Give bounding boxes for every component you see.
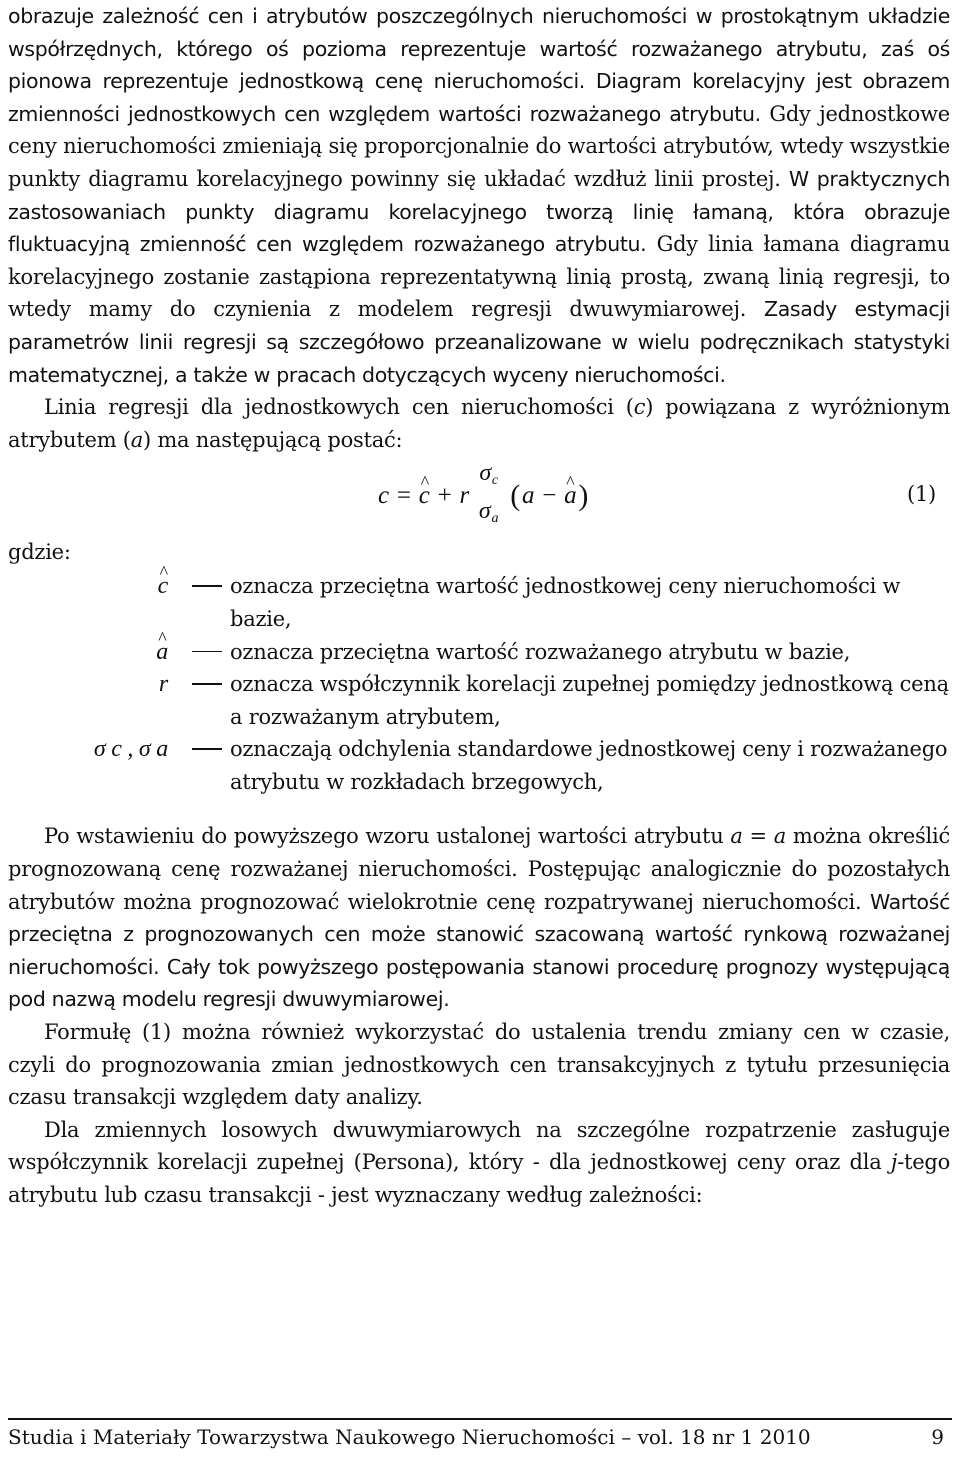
definitions-list <box>8 570 950 798</box>
definition-item: σ c , σ a oznaczają odchylenia standardowe jednostkowej ceny i rozważanego atrybutu w rozkładach brzegowych, <box>93 736 948 794</box>
paragraph-intro: obrazuje zależność cen i atrybutów poszczególnych nieruchomości w prostokątnym układzie współrzędnych, którego oś pozioma reprezentuje wartość rozważanego atrybutu, zaś oś pionowa reprezentuje jednostkową cenę nieruchomości. Diagram korelacyjny jest obrazem zmienności jednostkowych cen względem wartości rozważanego atrybutu. Gdy jednostkowe ceny nieruchomości zmieniają się proporcjonalnie do wartości atrybutów, wtedy wszystkie punkty diagramu korelacyjnego powinny się układać wzdłuż linii prostej. W praktycznych zastosowaniach punkty diagramu korelacyjnego tworzą linię łamaną, która obrazuje fluktuacyjną zmienność cen względem rozważanego atrybutu. Gdy linia łamana diagramu korelacyjnego zostanie zastąpiona reprezentatywną linią prostą, zwaną linią regresji, to wtedy mamy do czynienia z modelem regresji dwuwymiarowej. Zasady estymacji parametrów linii regresji są szczegółowo przeanalizowane w wielu podręcznikach statystyki matematycznej, a także w pracach dotyczących wyceny nieruchomości. <box>8 4 950 387</box>
equation-1 <box>8 456 950 536</box>
page-footer <box>8 1425 944 1449</box>
paragraph-regression-line: Linia regresji dla jednostkowych cen nieruchomości (c) powiązana z wyróżnionym atrybutem (a) ma następującą postać: <box>8 395 951 452</box>
dash-mark <box>192 585 222 587</box>
dash-mark <box>192 683 222 685</box>
fixed-attribute-value: a = a <box>730 824 787 849</box>
dash-mark <box>192 651 222 653</box>
regression-formula: c = ^ c + r $\sigma_c$ $\sigma_a$ ( a − ^ a ) <box>378 464 590 528</box>
document-page <box>8 0 950 1212</box>
paragraph-trend: Formułę (1) można również wykorzystać do ustalenia trendu zmiany cen w czasie, czyli do prognozowania zmian jednostkowych cen transakcyjnych z tytułu przesunięcia czasu transakcji względem daty analizy. <box>8 1020 950 1110</box>
equation-number: (1) <box>907 482 936 507</box>
where-label: gdzie: <box>8 540 71 565</box>
page-number: 9 <box>931 1425 944 1449</box>
definition-item: r oznacza współczynnik korelacji zupełnej pomiędzy jednostkową ceną a rozważanym atrybutem, <box>158 671 949 729</box>
paragraph-prediction: Po wstawieniu do powyższego wzoru ustalonej wartości atrybutu a = a można określić prognozowaną cenę rozważanej nieruchomości. Postępując analogicznie do pozostałych atrybutów można prognozować wielokrotnie cenę rozpatrywanej nieruchomości. Wartość przeciętna z prognozowanych cen może stanowić szacowaną wartość rynkową rozważanej nieruchomości. Cały tok powyższego postępowania stanowi procedurę prognozy występującą pod nazwą modelu regresji dwuwymiarowej. <box>8 824 950 1012</box>
paragraph-correlation: Dla zmiennych losowych dwuwymiarowych na szczególne rozpatrzenie zasługuje współczynnik korelacji zupełnej (Persona), który - dla jednostkowej ceny oraz dla j-tego atrybutu lub czasu transakcji - jest wyznaczany według zależności: <box>8 1117 950 1207</box>
sigma-fraction: $\sigma_c$ $\sigma_a$ <box>478 460 499 527</box>
definition-item: ^ c oznacza przeciętna wartość jednostkowej ceny nieruchomości w bazie, <box>8 570 950 635</box>
dash-mark <box>192 748 222 750</box>
footer-divider <box>8 1418 952 1420</box>
journal-title: Studia i Materiały Towarzystwa Naukowego Nieruchomości – vol. 18 nr 1 2010 <box>8 1425 811 1449</box>
definition-item: ^ a oznacza przeciętna wartość rozważanego atrybutu w bazie, <box>8 636 950 669</box>
